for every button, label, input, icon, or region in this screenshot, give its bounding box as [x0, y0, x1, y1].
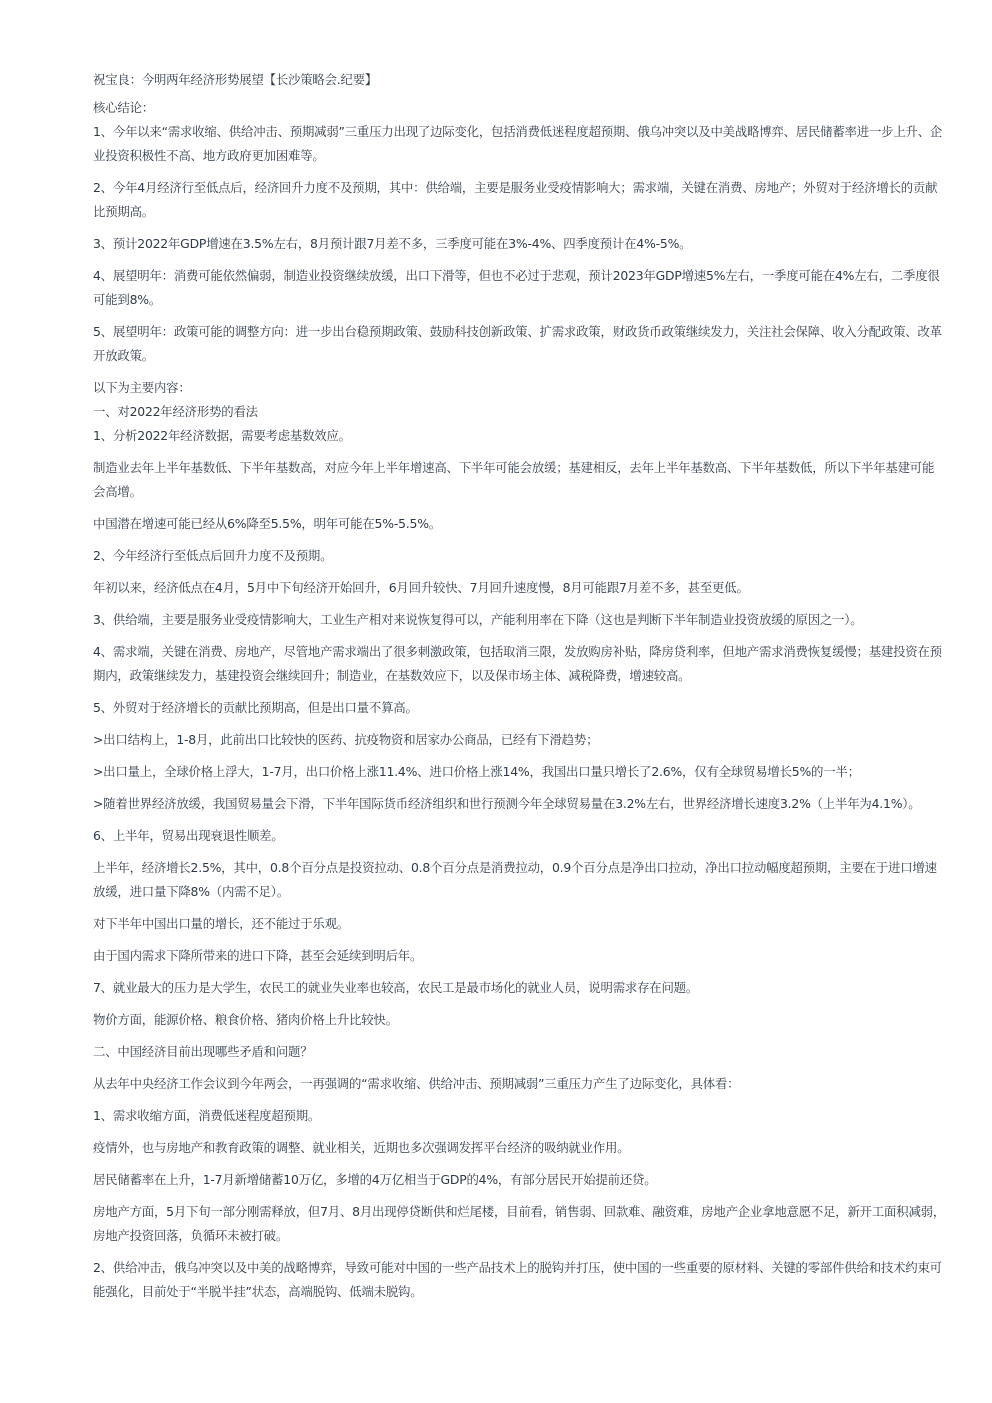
section-1-paragraph: 上半年，经济增长2.5%，其中，0.8个百分点是投资拉动、0.8个百分点是消费拉动，0.9个百分点是净出口拉动，净出口拉动幅度超预期，主要在于进口增速放缓，进口量下降8%（内需不足）。 — [93, 860, 937, 899]
core-point-3: 3、预计2022年GDP增速在3.5%左右，8月预计跟7月差不多，三季度可能在3%-4%、四季度预计在4%-5%。 — [93, 236, 692, 251]
section-1-paragraph: 1、分析2022年经济数据，需要考虑基数效应。 — [93, 428, 351, 443]
core-point-4: 4、展望明年：消费可能依然偏弱，制造业投资继续放缓，出口下滑等，但也不必过于悲观，预计2023年GDP增速5%左右，一季度可能在4%左右，二季度很可能到8%。 — [93, 268, 940, 307]
section-1-bullet: >出口量上，全球价格上浮大，1-7月，出口价格上涨11.4%、进口价格上涨14%，我国出口量只增长了2.6%，仅有全球贸易增长5%的一半； — [93, 764, 860, 779]
document-page — [93, 68, 945, 1312]
section-1-paragraph: 对下半年中国出口量的增长，还不能过于乐观。 — [93, 916, 350, 931]
section-2-paragraph: 从去年中央经济工作会议到今年两会，一再强调的“需求收缩、供给冲击、预期减弱”三重压力产生了边际变化，具体看： — [93, 1076, 740, 1091]
section-2-paragraph: 1、需求收缩方面，消费低迷程度超预期。 — [93, 1108, 321, 1123]
section-1-paragraph: 7、就业最大的压力是大学生，农民工的就业失业率也较高，农民工是最市场化的就业人员，说明需求存在问题。 — [93, 980, 699, 995]
main-content-heading: 以下为主要内容： — [93, 380, 191, 395]
section-1-paragraph: 2、今年经济行至低点后回升力度不及预期。 — [93, 548, 333, 563]
section-1-paragraph: 5、外贸对于经济增长的贡献比预期高，但是出口量不算高。 — [93, 700, 418, 715]
section-1-paragraph: 由于国内需求下降所带来的进口下降，甚至会延续到明后年。 — [93, 948, 423, 963]
core-point-5: 5、展望明年：政策可能的调整方向：进一步出台稳预期政策、鼓励科技创新政策、扩需求政策，财政货币政策继续发力，关注社会保障、收入分配政策、改革开放政策。 — [93, 324, 942, 363]
section-2-paragraph: 疫情外，也与房地产和教育政策的调整、就业相关，近期也多次强调发挥平台经济的吸纳就业作用。 — [93, 1140, 630, 1155]
section-2-paragraph: 房地产方面，5月下旬一部分刚需释放，但7月、8月出现停贷断供和烂尾楼，目前看，销售弱、回款难、融资难，房地产企业拿地意愿不足，新开工面积减弱，房地产投资回落，负循环未被打破。 — [93, 1204, 946, 1243]
document-title: 祝宝良：今明两年经济形势展望【长沙策略会.纪要】 — [93, 72, 378, 87]
core-point-1: 1、今年以来“需求收缩、供给冲击、预期减弱”三重压力出现了边际变化，包括消费低迷程度超预期、俄乌冲突以及中美战略博弈、居民储蓄率进一步上升、企业投资积极性不高、地方政府更加困难等。 — [93, 124, 943, 163]
section-1-paragraph: 3、供给端，主要是服务业受疫情影响大，工业生产相对来说恢复得可以，产能利用率在下降（这也是判断下半年制造业投资放缓的原因之一）。 — [93, 612, 863, 627]
section-1-paragraph: 年初以来，经济低点在4月，5月中下旬经济开始回升，6月回升较快、7月回升速度慢，8月可能跟7月差不多，甚至更低。 — [93, 580, 749, 595]
section-1-heading: 一、对2022年经济形势的看法 — [93, 404, 258, 419]
section-1-paragraph: 物价方面，能源价格、粮食价格、猪肉价格上升比较快。 — [93, 1012, 398, 1027]
section-2-heading: 二、中国经济目前出现哪些矛盾和问题？ — [93, 1044, 313, 1059]
section-1-paragraph: 中国潜在增速可能已经从6%降至5.5%，明年可能在5%-5.5%。 — [93, 516, 441, 531]
core-conclusion-heading: 核心结论： — [93, 100, 154, 115]
section-2-paragraph: 居民储蓄率在上升，1-7月新增储蓄10万亿，多增的4万亿相当于GDP的4%，有部分居民开始提前还贷。 — [93, 1172, 657, 1187]
section-1-paragraph: 制造业去年上半年基数低、下半年基数高，对应今年上半年增速高、下半年可能会放缓；基建相反，去年上半年基数高、下半年基数低，所以下半年基建可能会高增。 — [93, 460, 935, 499]
section-1-paragraph: 4、需求端，关键在消费、房地产，尽管地产需求端出了很多刺激政策，包括取消三限，发放购房补贴，降房贷利率，但地产需求消费恢复缓慢；基建投资在预期内，政策继续发力，基建投资会继续回升；制造业，在基数效应下，以及保市场主体、减税降费，增速较高。 — [93, 644, 942, 683]
section-1-bullet: >随着世界经济放缓，我国贸易量会下滑，下半年国际货币经济组织和世行预测今年全球贸易量在3.2%左右，世界经济增长速度3.2%（上半年为4.1%）。 — [93, 796, 921, 811]
core-point-2: 2、今年4月经济行至低点后，经济回升力度不及预期，其中：供给端，主要是服务业受疫情影响大；需求端，关键在消费、房地产；外贸对于经济增长的贡献比预期高。 — [93, 180, 938, 219]
section-1-paragraph: 6、上半年，贸易出现衰退性顺差。 — [93, 828, 284, 843]
section-2-paragraph: 2、供给冲击，俄乌冲突以及中美的战略博弈，导致可能对中国的一些产品技术上的脱钩并打压，使中国的一些重要的原材料、关键的零部件供给和技术约束可能强化，目前处于“半脱半挂”状态，高端脱钩、低端未脱钩。 — [93, 1260, 942, 1299]
section-1-bullet: >出口结构上，1-8月，此前出口比较快的医药、抗疫物资和居家办公商品，已经有下滑趋势； — [93, 732, 599, 747]
